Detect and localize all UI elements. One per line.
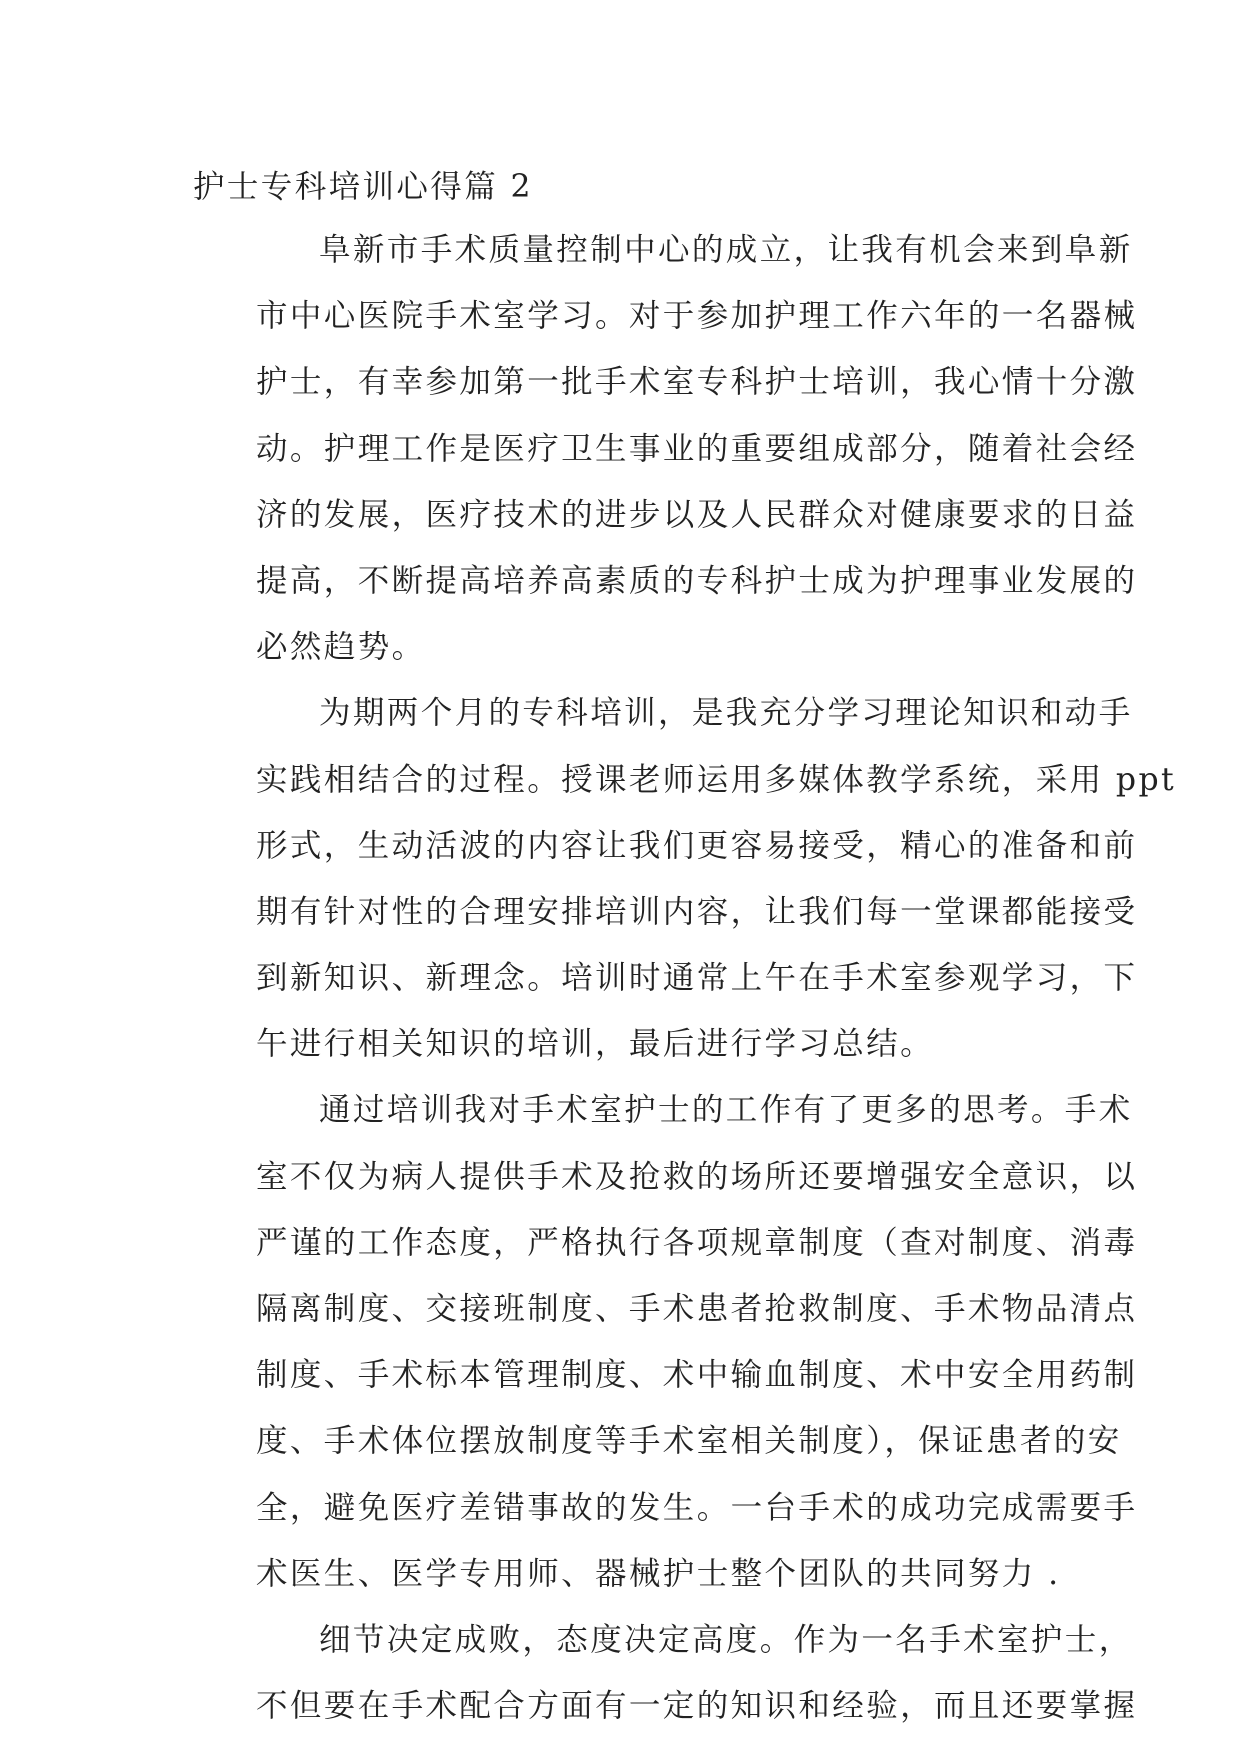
document-title: 护士专科培训心得篇 2: [193, 169, 533, 205]
text-line: 护士，有幸参加第一批手术室专科护士培训，我心情十分激: [256, 364, 1138, 401]
text-line: 期有针对性的合理安排培训内容，让我们每一堂课都能接受: [256, 893, 1138, 930]
text-line: 动。护理工作是医疗卫生事业的重要组成部分，随着社会经: [256, 430, 1138, 467]
text-line: 实践相结合的过程。授课老师运用多媒体教学系统，采用 ppt: [256, 761, 1177, 798]
text-line: 隔离制度、交接班制度、手术患者抢救制度、手术物品清点: [256, 1291, 1138, 1327]
text-line: 为期两个月的专科培训，是我充分学习理论知识和动手: [319, 695, 1133, 732]
text-line: 市中心医院手术室学习。对于参加护理工作六年的一名器械: [256, 298, 1138, 335]
paragraph-1: [193, 217, 1138, 680]
text-line: 通过培训我对手术室护士的工作有了更多的思考。手术: [319, 1092, 1133, 1129]
text-line: 术医生、医学专用师、器械护士整个团队的共同努力 .: [256, 1555, 1061, 1592]
text-line: 严谨的工作态度，严格执行各项规章制度（查对制度、消毒: [256, 1224, 1138, 1261]
text-line: 提高，不断提高培养高素质的专科护士成为护理事业发展的: [256, 562, 1138, 599]
paragraph-4: [193, 1607, 1138, 1739]
text-line: 制度、手术标本管理制度、术中输血制度、术中安全用药制: [256, 1357, 1138, 1394]
paragraph-2: [193, 680, 1177, 1077]
text-line: 阜新市手术质量控制中心的成立，让我有机会来到阜新: [319, 232, 1133, 268]
text-line: 不但要在手术配合方面有一定的知识和经验，而且还要掌握: [256, 1688, 1138, 1725]
text-line: 全，避免医疗差错事故的发生。一台手术的成功完成需要手: [256, 1489, 1138, 1526]
text-line: 度、手术体位摆放制度等手术室相关制度），保证患者的安: [256, 1423, 1122, 1460]
text-line: 济的发展，医疗技术的进步以及人民群众对健康要求的日益: [256, 496, 1138, 533]
text-line: 细节决定成败，态度决定高度。作为一名手术室护士，: [319, 1621, 1133, 1658]
document-body: [193, 157, 1177, 1739]
text-line: 必然趋势。: [256, 629, 426, 666]
text-line: 午进行相关知识的培训，最后进行学习总结。: [256, 1026, 935, 1063]
text-line: 形式，生动活波的内容让我们更容易接受，精心的准备和前: [256, 827, 1138, 864]
text-line: 室不仅为病人提供手术及抢救的场所还要增强安全意识，以: [256, 1158, 1138, 1195]
text-line: 到新知识、新理念。培训时通常上午在手术室参观学习，下: [256, 960, 1138, 997]
paragraph-3: [193, 1077, 1138, 1607]
